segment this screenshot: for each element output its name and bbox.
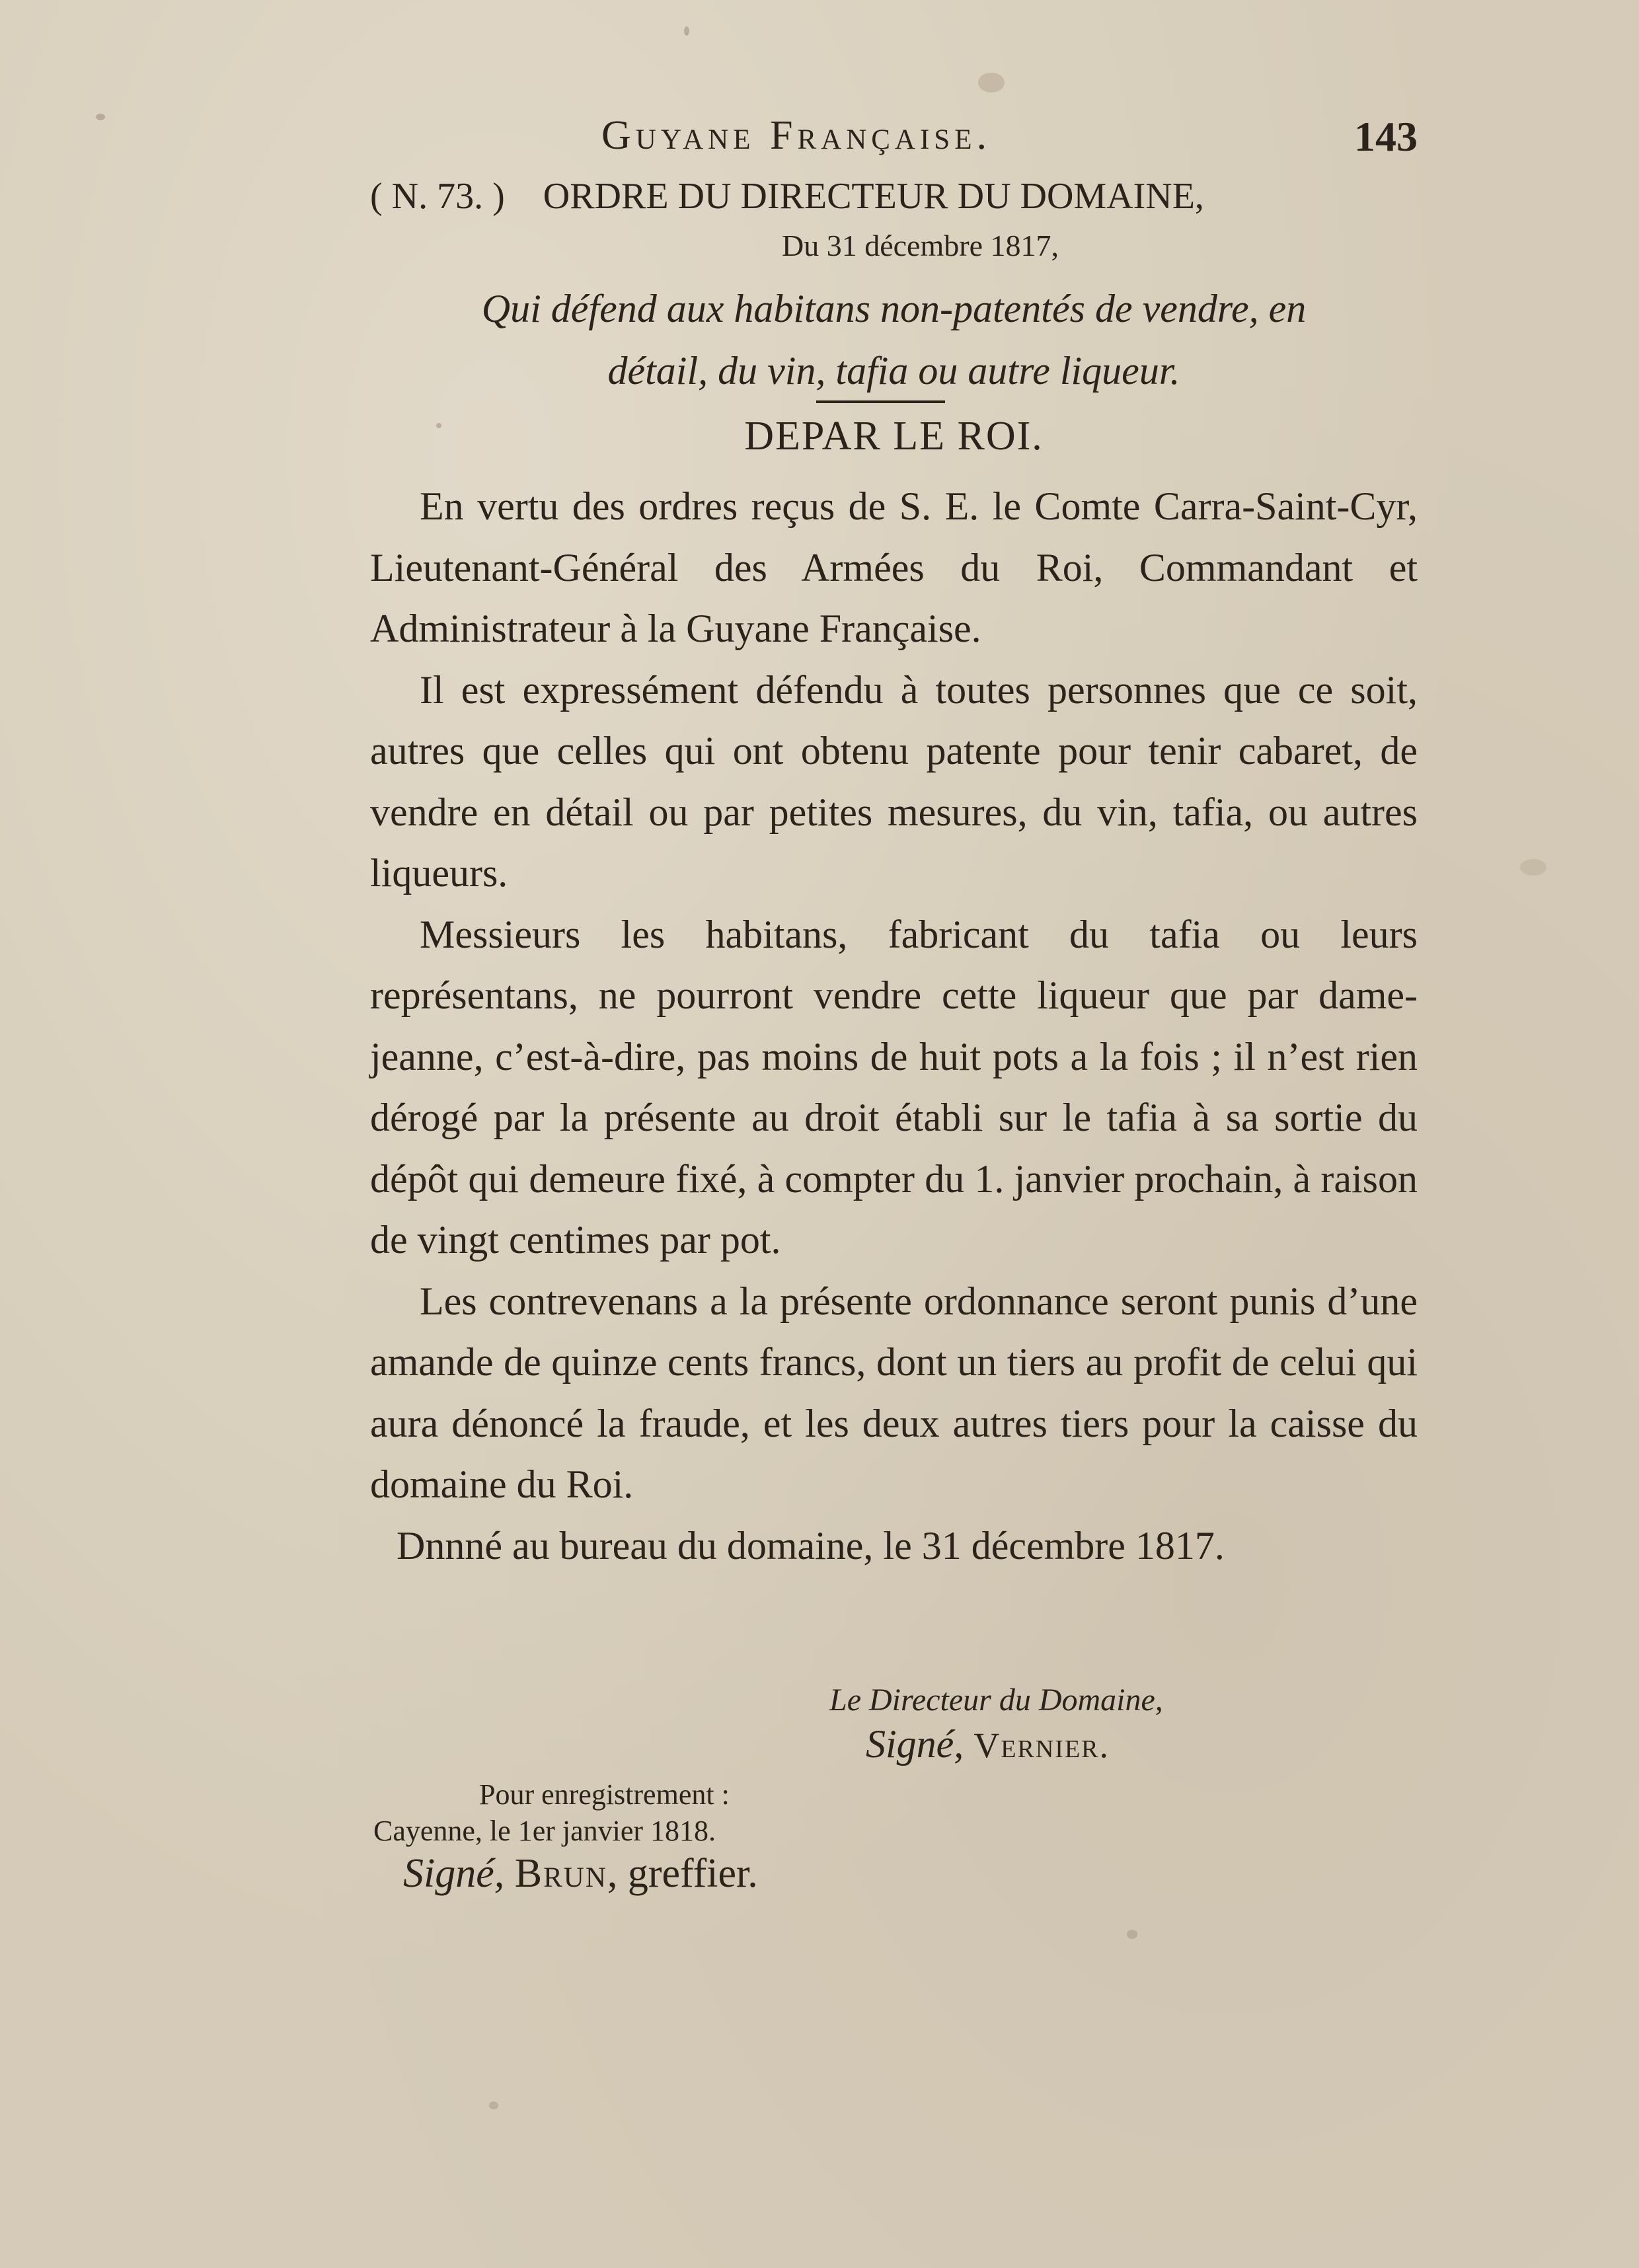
order-number: ( N. 73. ) xyxy=(370,176,505,217)
order-heading xyxy=(370,175,1418,217)
order-date: Du 31 décembre 1817, xyxy=(782,229,1059,262)
order-title: ORDRE DU DIRECTEUR DU DOMAINE, xyxy=(543,176,1204,217)
paragraph: Les contrevenans a la présente ordonnance seront punis d’une amande de quinze cents francs, dont un tiers au profit de celui qui aura dénoncé la fraude, et les deux autres tiers pour la caisse du domaine du Roi. xyxy=(370,1279,1418,1506)
signature-name: Vernier. xyxy=(973,1725,1110,1765)
body-text xyxy=(370,476,1418,1576)
paragraph: En vertu des ordres reçus de S. E. le Comte Carra-Saint-Cyr, Lieutenant-Général des Armées du Roi, Commandant et Administrateur à la Guyane Française. xyxy=(370,484,1418,650)
registration-signe: Signé, xyxy=(403,1851,505,1896)
paragraph: Dnnné au bureau du domaine, le 31 décembre 1817. xyxy=(397,1523,1225,1568)
registration-role: , greffier. xyxy=(607,1851,758,1896)
paragraph: Messieurs les habitans, fabricant du tafia ou leurs représentans, ne pourront vendre cette liqueur que par dame-jeanne, c’est-à-dire, pas moins de huit pots a la fois ; il n’est rien dérogé par la présente au droit établi sur le tafia à sa sortie du dépôt qui demeure fixé, à compter du 1. janvier prochain, à raison de vingt centimes par pot. xyxy=(370,912,1418,1262)
page-number: 143 xyxy=(1354,113,1418,160)
divider-rule xyxy=(816,400,945,403)
paper-spot xyxy=(96,114,105,120)
registration-signature xyxy=(403,1850,758,1897)
running-head xyxy=(370,112,1418,165)
paper-spot xyxy=(1127,1930,1137,1939)
signature-signe: Signé, xyxy=(866,1722,964,1766)
signature-line xyxy=(866,1721,1110,1767)
signature-role: Le Directeur du Domaine, xyxy=(829,1682,1163,1718)
paper-spot xyxy=(1520,859,1546,876)
paper-spot xyxy=(489,2101,498,2109)
section-heading: DEPAR LE ROI. xyxy=(744,414,1044,459)
order-subtitle xyxy=(370,278,1418,402)
subtitle-line: détail, du vin, tafia ou autre liqueur. xyxy=(607,349,1180,393)
paper-spot xyxy=(684,26,689,36)
registration-label: Pour enregistrement : xyxy=(479,1778,730,1811)
running-head-title: Guyane Française. xyxy=(601,113,991,158)
paper-spot xyxy=(978,73,1005,93)
subtitle-line: Qui défend aux habitans non-patentés de vendre, en xyxy=(481,287,1307,330)
registration-date: Cayenne, le 1er janvier 1818. xyxy=(373,1815,716,1847)
paragraph: Il est expressément défendu à toutes personnes que ce soit, autres que celles qui ont obtenu patente pour tenir cabaret, de vendre en détail ou par petites mesures, du vin, tafia, ou autres liqueurs. xyxy=(370,667,1418,895)
registration-name: Brun xyxy=(514,1851,607,1896)
